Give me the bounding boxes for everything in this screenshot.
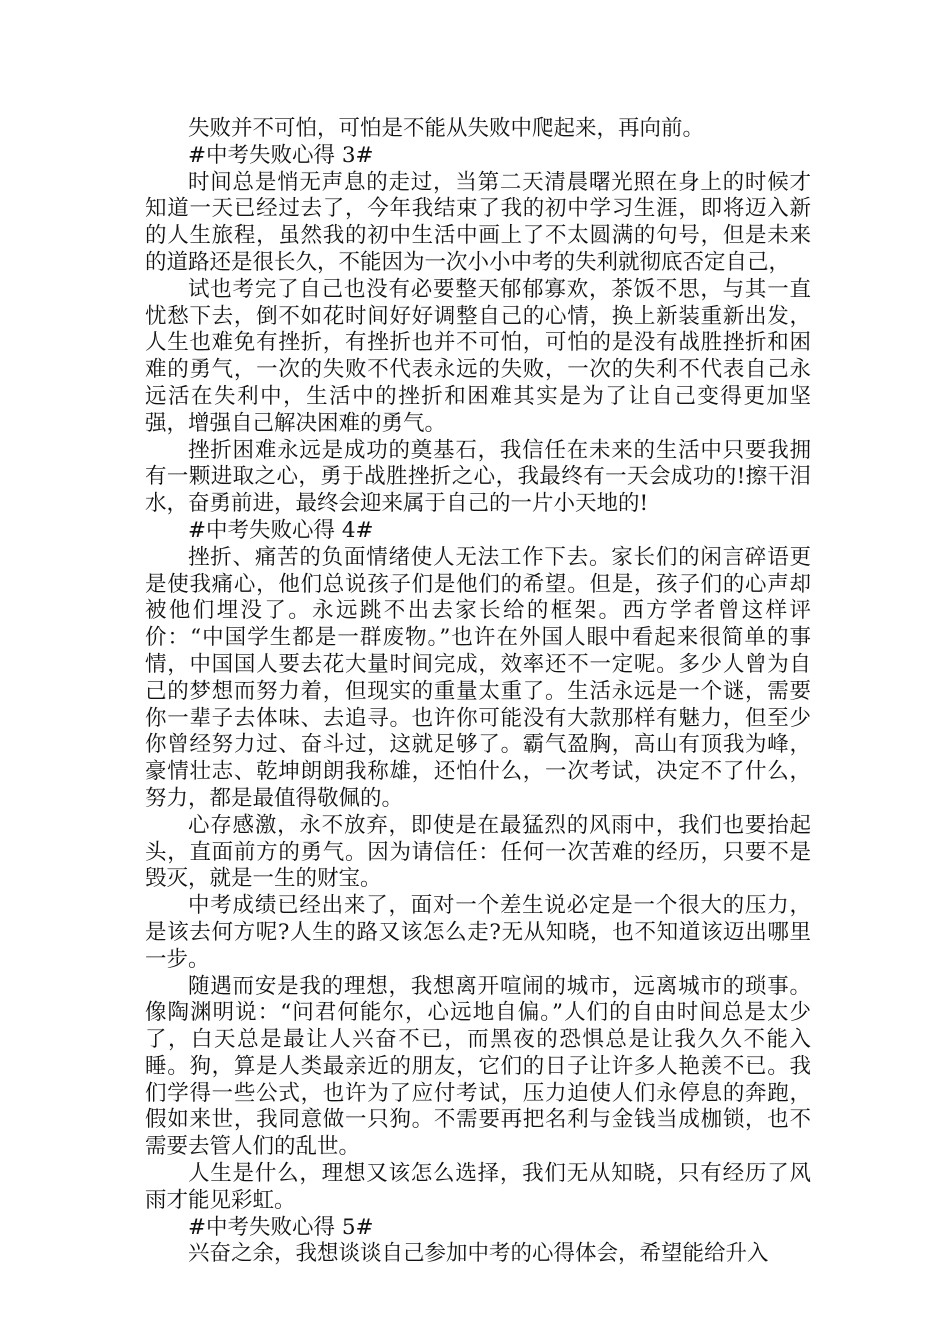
section-heading-3: #中考失败心得 3#: [188, 142, 374, 168]
paragraph: 时间总是悄无声息的走过，当第二天清晨曙光照在身上的时候才知道一天已经过去了，今年我结束了我的初中学习生涯，即将迈入新的人生旅程，虽然我的初中生活中画上了不太圆满的句号，但是未来的道路还是很长久，不能因为一次小小中考的失利就彻底否定自己，: [145, 169, 811, 275]
paragraph: 随遇而安是我的理想，我想离开喧闹的城市，远离城市的琐事。像陶渊明说：“问君何能尔，心远地自偏。”人们的自由时间总是太少了，白天总是最让人兴奋不已，而黑夜的恐惧总是让我久久不能入睡。狗，算是人类最亲近的朋友，它们的日子让许多人艳羡不已。我们学得一些公式，也许为了应付考试，压力迫使人们永停息的奔跑，假如来世，我同意做一只狗。不需要再把名利与金钱当成枷锁，也不需要去管人们的乱世。: [145, 973, 811, 1160]
paragraph: 人生是什么，理想又该怎么选择，我们无从知晓，只有经历了风雨才能见彩虹。: [145, 1161, 811, 1213]
paragraph: 心存感激，永不放弃，即使是在最猛烈的风雨中，我们也要抬起头，直面前方的勇气。因为请信任：任何一次苦难的经历，只要不是毁灭，就是一生的财宝。: [145, 812, 811, 892]
document-page: [145, 116, 811, 1268]
section-heading-4: #中考失败心得 4#: [188, 517, 374, 543]
paragraph-intro-closing: 失败并不可怕，可怕是不能从失败中爬起来，再向前。: [188, 116, 705, 141]
paragraph: 中考成绩已经出来了，面对一个差生说必定是一个很大的压力，是该去何方呢?人生的路又该怎么走?无从知晓，也不知道该迈出哪里一步。: [145, 893, 811, 972]
paragraph: 试也考完了自己也没有必要整天郁郁寡欢，茶饭不思，与其一直忧愁下去，倒不如花时间好好调整自己的心情，换上新装重新出发，人生也难免有挫折，有挫折也并不可怕，可怕的是没有战胜挫折和困难的勇气，一次的失败不代表永远的失败，一次的失利不代表自己永远活在失利中，生活中的挫折和困难其实是为了让自己变得更加坚强，增强自己解决困难的勇气。: [145, 276, 811, 436]
paragraph: 挫折、痛苦的负面情绪使人无法工作下去。家长们的闲言碎语更是使我痛心，他们总说孩子们是他们的希望。但是，孩子们的心声却被他们埋没了。永远跳不出去家长给的框架。西方学者曾这样评价：“中国学生都是一群废物。”也许在外国人眼中看起来很简单的事情，中国国人要去花大量时间完成，效率还不一定呢。多少人曾为自己的梦想而努力着，但现实的重量太重了。生活永远是一个谜，需要你一辈子去体味、去追寻。也许你可能没有大款那样有魅力，但至少你曾经努力过、奋斗过，这就足够了。霸气盈胸，高山有顶我为峰，豪情壮志、乾坤朗朗我称雄，还怕什么，一次考试，决定不了什么，努力，都是最值得敬佩的。: [145, 544, 811, 811]
paragraph: 挫折困难永远是成功的奠基石，我信任在未来的生活中只要我拥有一颗进取之心，勇于战胜挫折之心，我最终有一天会成功的!擦干泪水，奋勇前进，最终会迎来属于自己的一片小天地的!: [145, 437, 811, 517]
section-heading-5: #中考失败心得 5#: [188, 1214, 374, 1240]
paragraph-truncated: 兴奋之余，我想谈谈自己参加中考的心得体会，希望能给升入: [188, 1241, 769, 1267]
